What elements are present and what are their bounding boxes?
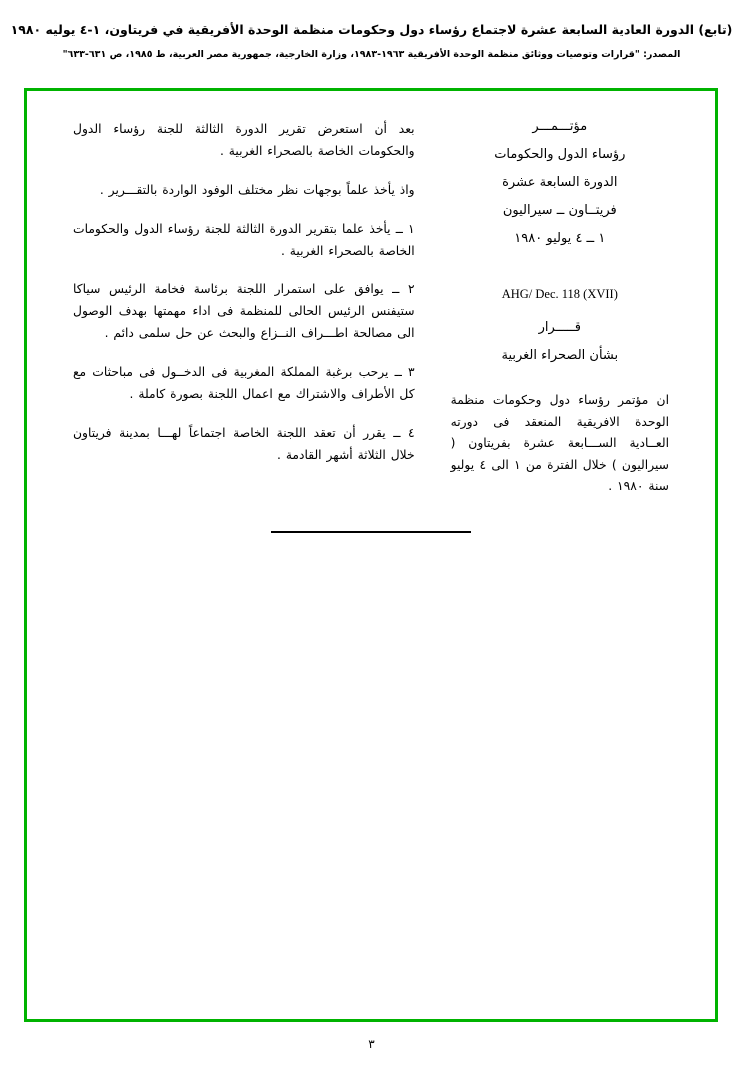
header-source: المصدر: "قرارات وتوصيات ووثائق منظمة الوحدة الأفريقية ١٩٦٣-١٩٨٣، وزارة الخارجية، جمهورية مصر العربية، ط ١٩٨٥، ص ٦٣١-٦٣٣" xyxy=(62,48,681,60)
spacer xyxy=(451,259,669,281)
two-column-body xyxy=(27,119,715,514)
content-frame xyxy=(24,88,718,1022)
session-heading: الدورة السابعة عشرة xyxy=(502,175,618,190)
conference-heading: مؤتـــمـــر xyxy=(532,119,588,134)
paragraph-item-2: ٢ ــ يوافق على استمرار اللجنة برئاسة فخامة الرئيس سياكا ستيفنس الرئيس الحالى للمنظمة فى اداء مهمتها بهدف الوصول الى مصالحة اطـــراف النــزاع والبحث عن حل سلمى دائم . xyxy=(73,282,415,341)
page-number: ٣ xyxy=(368,1037,375,1051)
horizontal-divider xyxy=(271,531,471,533)
paragraph-item-3: ٣ ــ يرحب برغبة المملكة المغربية فى الدخــول فى مباحثات مع كل الأطراف والاشتراك مع اعمال اللجنة بصورة كاملة . xyxy=(73,365,415,401)
subject-heading: بشأن الصحراء الغربية xyxy=(501,348,619,363)
paragraph-item-4: ٤ ــ يقرر أن تعقد اللجنة الخاصة اجتماعاً لهـــا بمدينة فريتاون خلال الثلاثة أشهر القادمة . xyxy=(73,425,415,462)
paragraph-preamble-2: واذ يأخذ علماً بوجهات نظر مختلف الوفود الواردة بالتقـــرير . xyxy=(99,182,415,197)
header-title: (تابع) الدورة العادية السابعة عشرة لاجتماع رؤساء دول وحكومات منظمة الوحدة الأفريقية في فريتاون، ١-٤ يوليه ١٩٨٠ xyxy=(10,22,733,37)
location-heading: فريتــاون ــ سيراليون xyxy=(502,203,617,218)
left-column xyxy=(63,119,433,514)
page-header xyxy=(0,22,743,60)
paragraph-item-1: ١ ــ يأخذ علما بتقرير الدورة الثالثة للجنة رؤساء الدول والحكومات الخاصة بالصحراء الغربية . xyxy=(73,221,415,258)
right-column xyxy=(433,119,679,514)
paragraph-preamble-1: بعد أن استعرض تقرير الدورة الثالثة للجنة رؤساء الدول والحكومات الخاصة بالصحراء الغربية . xyxy=(73,122,415,158)
spacer xyxy=(451,376,669,390)
heads-of-state-heading: رؤساء الدول والحكومات xyxy=(494,147,626,162)
right-column-body: ان مؤتمر رؤساء دول وحكومات منظمة الوحدة الافريقية المنعقد فى دورته العــادية الســـابعة عشرة بفريتاون ( سيراليون ) خلال الفترة من ١ الى ٤ يوليو سنة ١٩٨٠ . xyxy=(450,393,669,494)
document-reference: AHG/ Dec. 118 (XVII) xyxy=(501,287,618,301)
decision-heading: قـــــرار xyxy=(538,320,581,335)
date-heading: ١ ــ ٤ يوليو ١٩٨٠ xyxy=(514,231,606,246)
